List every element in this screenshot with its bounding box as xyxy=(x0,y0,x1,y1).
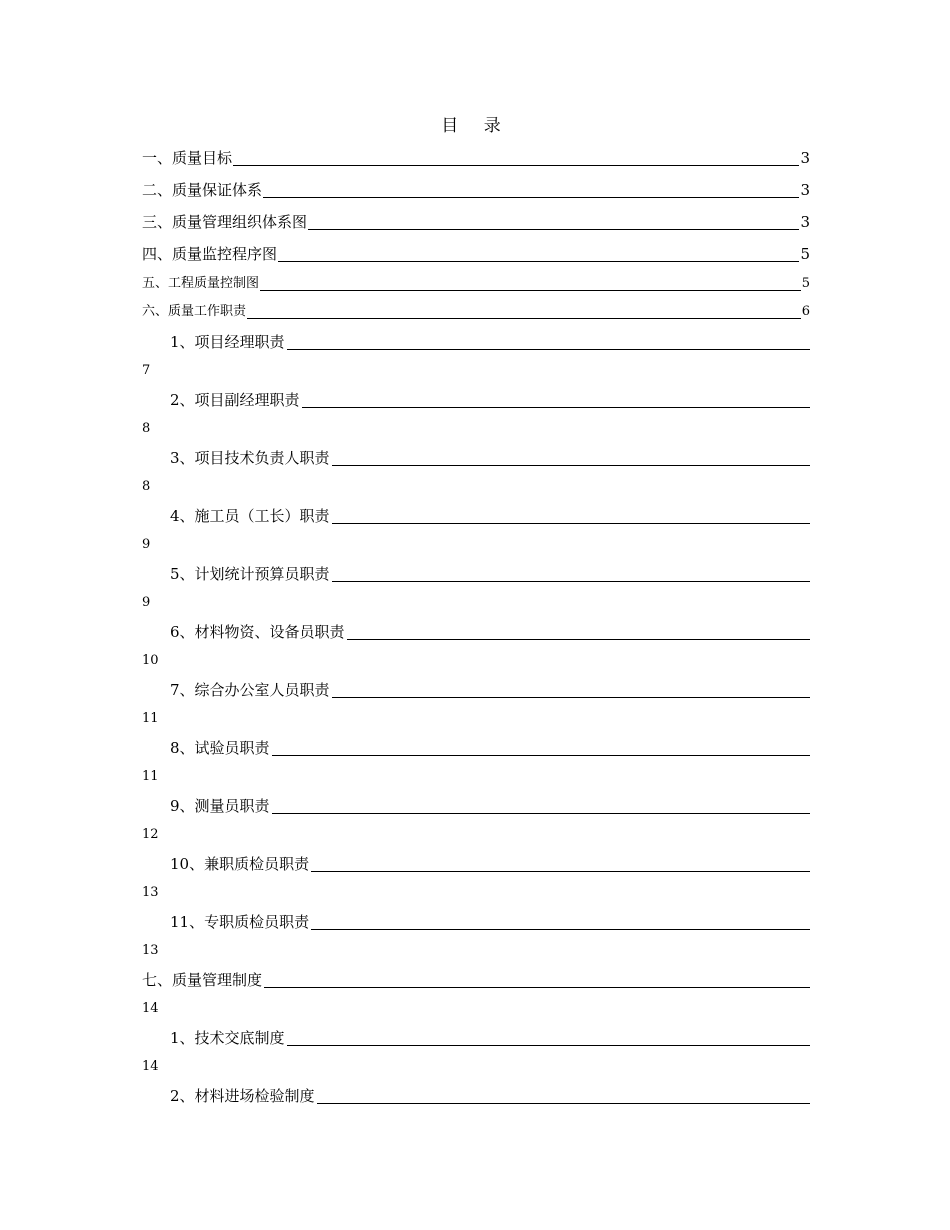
toc-entry-page: 12 xyxy=(142,827,159,842)
toc-entry-page: 11 xyxy=(142,769,159,784)
dot-leader xyxy=(264,987,810,988)
dot-leader xyxy=(317,1103,810,1104)
toc-entry[interactable] xyxy=(142,964,810,1022)
toc-sub-entry[interactable] xyxy=(142,500,810,558)
dot-leader xyxy=(278,261,799,262)
toc-entry-page: 11 xyxy=(142,711,159,726)
toc-entry-page: 7 xyxy=(142,363,151,378)
toc-entry-label: 5、计划统计预算员职责 xyxy=(170,565,330,583)
toc-entry-label: 一、质量目标 xyxy=(142,149,233,167)
toc-sub-entry[interactable] xyxy=(142,616,810,674)
dot-leader xyxy=(287,349,810,350)
toc-entry-page: 9 xyxy=(142,537,151,552)
toc-entry-label: 7、综合办公室人员职责 xyxy=(170,681,330,699)
toc-entry-page: 6 xyxy=(801,304,810,319)
dot-leader xyxy=(272,755,810,756)
dot-leader xyxy=(332,697,810,698)
toc-entry-page: 8 xyxy=(142,479,151,494)
toc-sub-entry[interactable] xyxy=(142,326,810,384)
toc-sub-entry[interactable] xyxy=(142,558,810,616)
toc-entry-page: 3 xyxy=(800,181,810,199)
toc-sub-entry[interactable] xyxy=(142,1080,810,1112)
dot-leader xyxy=(311,871,810,872)
dot-leader xyxy=(332,581,810,582)
toc-entry-label: 9、测量员职责 xyxy=(170,797,270,815)
dot-leader xyxy=(311,929,810,930)
toc-entry-page: 9 xyxy=(142,595,151,610)
toc-entry-page: 14 xyxy=(142,1059,159,1074)
dot-leader xyxy=(332,523,810,524)
table-of-contents xyxy=(142,112,810,1112)
toc-entry-page: 5 xyxy=(800,245,810,263)
toc-title: 目 录 xyxy=(441,116,511,136)
toc-sub-entry[interactable] xyxy=(142,732,810,790)
dot-leader xyxy=(263,197,799,198)
toc-entry-page: 10 xyxy=(142,653,159,668)
toc-entry[interactable] xyxy=(142,238,810,270)
toc-entry[interactable] xyxy=(142,142,810,174)
toc-sub-entry[interactable] xyxy=(142,790,810,848)
dot-leader xyxy=(247,318,801,319)
toc-entry-label: 3、项目技术负责人职责 xyxy=(170,449,330,467)
toc-entry-label: 五、工程质量控制图 xyxy=(142,276,260,291)
toc-entry[interactable] xyxy=(142,174,810,206)
dot-leader xyxy=(302,407,810,408)
toc-sub-entry[interactable] xyxy=(142,674,810,732)
toc-entry-label: 2、材料进场检验制度 xyxy=(170,1087,315,1105)
toc-entry-page: 14 xyxy=(142,1001,159,1016)
toc-entry-page: 3 xyxy=(800,213,810,231)
toc-sub-entry[interactable] xyxy=(142,442,810,500)
dot-leader xyxy=(272,813,810,814)
toc-entry-page: 13 xyxy=(142,885,159,900)
toc-entry[interactable] xyxy=(142,298,810,326)
toc-entry-label: 4、施工员（工长）职责 xyxy=(170,507,330,525)
toc-sub-entry[interactable] xyxy=(142,906,810,964)
toc-entry-page: 8 xyxy=(142,421,151,436)
toc-entry-label: 六、质量工作职责 xyxy=(142,304,247,319)
toc-entry-label: 1、项目经理职责 xyxy=(170,333,285,351)
toc-sub-entry[interactable] xyxy=(142,848,810,906)
toc-entry-label: 三、质量管理组织体系图 xyxy=(142,213,308,231)
toc-entry[interactable] xyxy=(142,206,810,238)
toc-sub-entry[interactable] xyxy=(142,384,810,442)
toc-entry[interactable] xyxy=(142,270,810,298)
toc-entry-page: 13 xyxy=(142,943,159,958)
toc-entry-page: 3 xyxy=(800,149,810,167)
dot-leader xyxy=(347,639,810,640)
dot-leader xyxy=(260,290,801,291)
dot-leader xyxy=(233,165,799,166)
toc-entry-label: 七、质量管理制度 xyxy=(142,971,263,989)
toc-entry-page: 5 xyxy=(801,276,810,291)
dot-leader xyxy=(332,465,810,466)
toc-entry-label: 8、试验员职责 xyxy=(170,739,270,757)
toc-entry-label: 二、质量保证体系 xyxy=(142,181,263,199)
toc-entry-label: 四、质量监控程序图 xyxy=(142,245,278,263)
toc-sub-entry[interactable] xyxy=(142,1022,810,1080)
toc-entry-label: 6、材料物资、设备员职责 xyxy=(170,623,345,641)
toc-entry-label: 1、技术交底制度 xyxy=(170,1029,285,1047)
dot-leader xyxy=(308,229,799,230)
toc-entry-label: 10、兼职质检员职责 xyxy=(170,855,310,873)
toc-entry-label: 11、专职质检员职责 xyxy=(170,913,310,931)
dot-leader xyxy=(287,1045,810,1046)
toc-entry-label: 2、项目副经理职责 xyxy=(170,391,300,409)
